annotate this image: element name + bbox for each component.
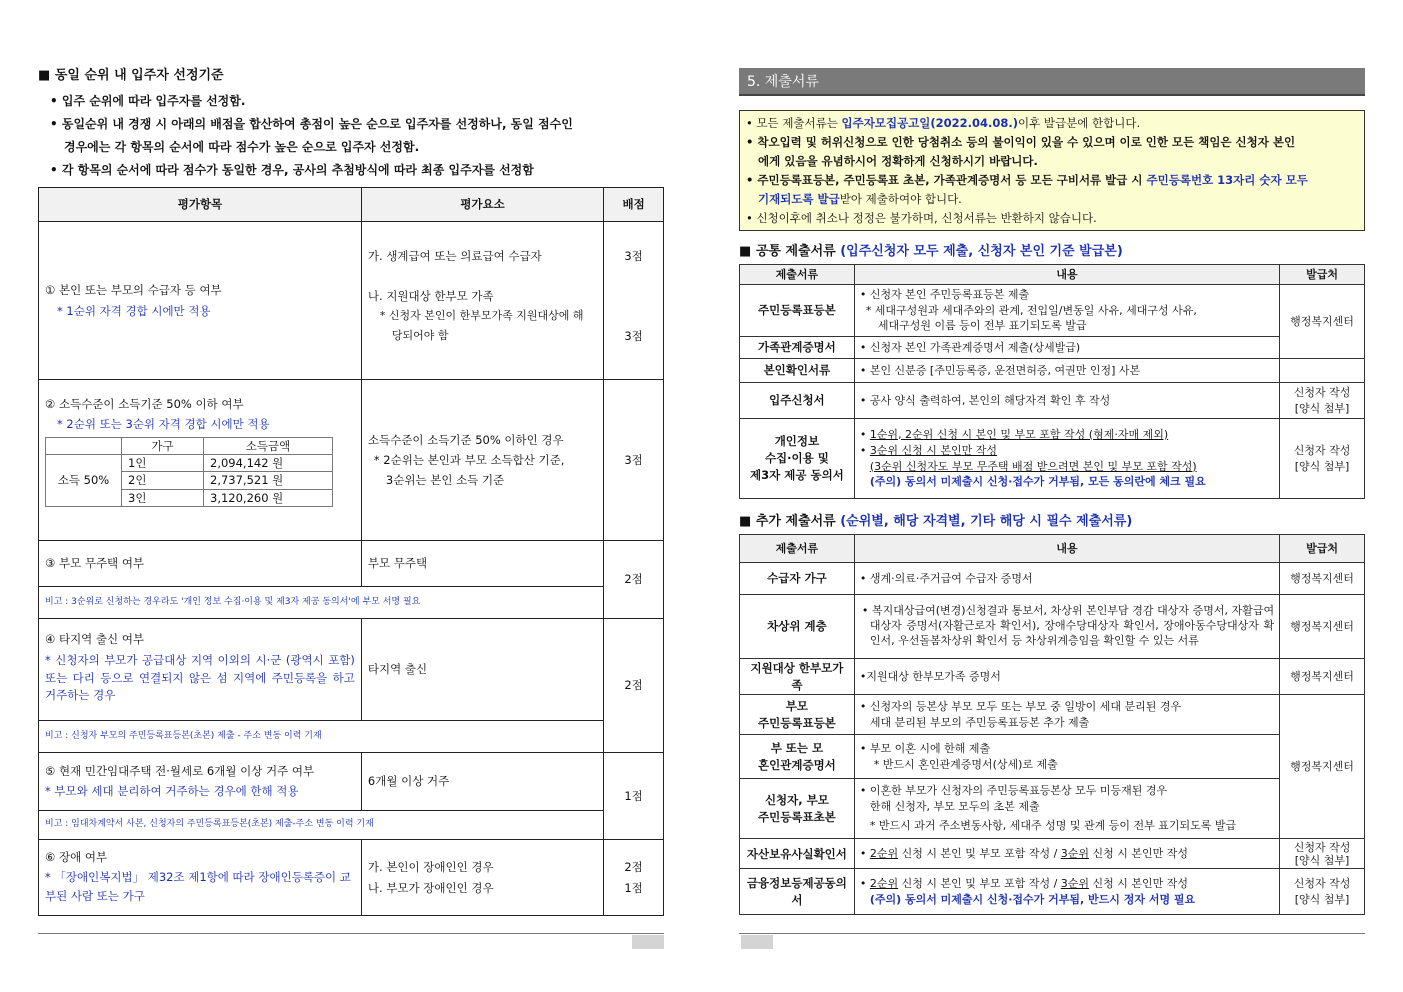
r6-score-a: 2점 — [624, 860, 643, 875]
extra-header-content: 내용 — [854, 535, 1279, 563]
e8-content — [854, 869, 1279, 915]
r1-note: * 1순위 자격 경합 시에만 적용 — [57, 303, 211, 318]
bullet-2-cont — [50, 136, 650, 159]
resident-b1-text: 신청자 본인 주민등록표등본 제출 — [869, 287, 1030, 301]
r2-elem-note2: 3순위는 본인 소득 기준 — [385, 473, 505, 488]
extra-header-issuer: 발급처 — [1280, 535, 1365, 563]
e1-b1: 생계·의료·주거급여 수급자 증명서 — [869, 571, 1033, 585]
table-row — [740, 695, 1365, 735]
notice-3: • 주민등록표등본, 주민등록표 초본, 가족관계증명서 등 모든 구비서류 발급 시 주민등록번호 13자리 숫자 모두 — [746, 173, 1308, 187]
income-row-2-amount: 2,737,521 원 — [204, 472, 333, 489]
r2-score: 3점 — [604, 380, 664, 541]
consent-b4: (주의) 동의서 미제출시 신청·접수가 거부됨, 모든 동의란에 체크 필요 — [869, 475, 1206, 489]
r1-elem-cell — [361, 222, 603, 380]
common-heading: ■ 공통 제출서류 (입주신청자 모두 제출, 신청자 본인 기준 발급본) — [739, 244, 1123, 259]
notice-3b-em: 기재되도록 발급 — [758, 192, 840, 206]
resident-issuer: 행정복지센터 — [1280, 285, 1365, 359]
consent-b2-text: 3순위 신청 시 본인만 작성 — [869, 443, 998, 457]
income-row-1-household: 1인 — [122, 455, 204, 472]
e6-b3: * 반드시 과거 주소변동사항, 세대주 성명 및 관계 등이 전부 표기되도록 발급 — [869, 819, 1237, 833]
e3-issuer: 행정복지센터 — [1280, 659, 1365, 695]
table-row — [39, 380, 664, 541]
common-header-doc: 제출서류 — [740, 265, 855, 285]
r4-note: * 신청자의 부모가 공급대상 지역 이외의 시·군 (광역시 포함) 또는 다리 등으로 연결되지 않은 섬 지역에 주민등록을 하고 거주하는 경우 — [45, 653, 355, 702]
table-header-row — [740, 535, 1365, 563]
r1-elem-b: 나. 지원대상 한부모 가족 — [367, 289, 494, 304]
e6-name — [740, 779, 855, 839]
family-content: • 신청자 본인 가족관계증명서 제출(상세발급) — [854, 337, 1279, 359]
id-b1: 본인 신분증 [주민등록증, 운전면허증, 여권만 인정] 사본 — [869, 363, 1141, 377]
r2-item: ② 소득수준이 소득기준 50% 이하 여부 — [45, 397, 244, 411]
notice-2: • 착오입력 및 허위신청으로 인한 당첨취소 등의 불이익이 있을 수 있으며 이로 인한 모든 책임은 신청자 본인 — [746, 135, 1296, 149]
r1-elem-a: 가. 생계급여 또는 의료급여 수급자 — [367, 249, 542, 263]
e8-b2: (주의) 동의서 미제출시 신청·접수가 거부됨, 반드시 정자 서명 필요 — [869, 892, 1196, 906]
e4-b1: • 신청자의 등본상 부모 모두 또는 부모 중 일방이 세대 분리된 경우 — [859, 699, 1182, 713]
r6-elem-b: 나. 부모가 장애인인 경우 — [367, 880, 494, 895]
table-row — [740, 735, 1365, 779]
id-issuer — [1280, 359, 1365, 383]
e6-b2: 한해 신청자, 부모 모두의 초본 제출 — [869, 800, 1040, 814]
e4-b2: 세대 분리된 부모의 주민등록표등본 추가 제출 — [869, 715, 1090, 729]
r6-score-cell — [604, 840, 664, 916]
e5-b1-text: 부모 이혼 시에 한해 제출 — [869, 741, 991, 755]
e7-b1-b: 신청 시 본인 및 부모 포함 작성 / — [898, 846, 1061, 860]
common-header-issuer: 발급처 — [1280, 265, 1365, 285]
left-page-tab — [632, 935, 664, 949]
r4-item-cell — [39, 619, 362, 721]
r5-note: * 부모와 세대 분리하여 거주하는 경우에 한해 적용 — [45, 784, 299, 799]
e7-b1-a: 2순위 — [869, 846, 899, 860]
common-heading-em: (입주신청자 모두 제출, 신청자 본인 기준 발급본) — [840, 244, 1123, 259]
income-corner — [46, 438, 122, 455]
table-row — [39, 222, 664, 380]
table-row — [740, 563, 1365, 595]
table-row — [39, 811, 664, 840]
r3-score: 2점 — [604, 541, 664, 619]
app-content: • 공사 양식 출력하여, 본인의 해당자격 확인 후 작성 — [854, 383, 1279, 419]
family-name: 가족관계증명서 — [740, 337, 855, 359]
section-title-bar — [739, 68, 1365, 96]
r1-score-cell — [604, 222, 664, 380]
e4-name1: 부모 — [785, 699, 809, 714]
resident-b2: * 세대구성원과 세대주와의 관계, 전입일/변동일 사유, 세대구성 사유, — [865, 303, 1197, 317]
e7-issuer1: 신청자 작성 — [1293, 840, 1351, 854]
consent-b1: • 1순위, 2순위 신청 시 본인 및 부모 포함 작성 (형제·자매 제외) — [859, 427, 1169, 441]
r3-item: ③ 부모 무주택 여부 — [39, 541, 362, 587]
r4-elem: 타지역 출신 — [361, 619, 603, 721]
r2-elem-note1: * 2순위는 본인과 부모 소득합산 기준, — [373, 452, 565, 467]
header-item: 평가항목 — [39, 188, 362, 222]
e2-issuer: 행정복지센터 — [1280, 595, 1365, 659]
e5-name — [740, 735, 855, 779]
consent-name1: 개인정보 — [774, 434, 820, 449]
table-header-row — [740, 265, 1365, 285]
e1-content: • 생계·의료·주거급여 수급자 증명서 — [854, 563, 1279, 595]
consent-content — [854, 419, 1279, 499]
e8-b1-b: 신청 시 본인 및 부모 포함 작성 / — [898, 876, 1061, 890]
resident-b3: 세대구성원 이름 등이 전부 표기되도록 발급 — [877, 319, 1087, 333]
table-row — [39, 753, 664, 811]
e1-name: 수급자 가구 — [740, 563, 855, 595]
r1-item-cell — [39, 222, 362, 380]
consent-issuer2: [양식 첨부] — [1294, 459, 1350, 473]
bullet-3: • 각 항목의 순서에 따라 점수가 동일한 경우, 공사의 추첨방식에 따라 최종 입주자를 선정함 — [50, 163, 534, 177]
extra-heading: ■ 추가 제출서류 (순위별, 해당 자격별, 기타 해당 시 필수 제출서류) — [739, 514, 1133, 529]
r6-elem-a: 가. 본인이 장애인인 경우 — [367, 860, 494, 875]
consent-b3: (3순위 신청자도 부모 무주택 배점 받으려면 본인 및 부모 포함 작성) — [869, 459, 1197, 473]
e2-content — [854, 595, 1279, 659]
e7-b1-c: 3순위 — [1060, 846, 1090, 860]
r6-note: * 「장애인복지법」 제32조 제1항에 따라 장애인등록증이 교부된 사람 또는 가구 — [45, 870, 351, 903]
bullet-1-text: 입주 순위에 따라 입주자를 선정함. — [61, 94, 246, 108]
r2-elem: 소득수준이 소득기준 50% 이하인 경우 — [367, 432, 564, 447]
income-row-1-amount: 2,094,142 원 — [204, 455, 333, 472]
e5-b1: • 부모 이혼 시에 한해 제출 — [859, 741, 991, 755]
e5-b2: * 반드시 혼인관계증명서(상세)로 제출 — [873, 757, 1058, 771]
notice-4-text: 신청이후에 취소나 정정은 불가하며, 신청서류는 반환하지 않습니다. — [756, 211, 1097, 225]
table-row — [39, 721, 664, 753]
e1-issuer: 행정복지센터 — [1280, 563, 1365, 595]
consent-b2: • 3순위 신청 시 본인만 작성 — [859, 443, 998, 457]
selection-criteria-table — [38, 187, 664, 916]
e2-b1-text: 복지대상급여(변경)신청결과 통보서, 차상위 본인부담 경감 대상자 증명서, 자활급여대상자 증명서(자활근로자 확인서), 장애수당대상자 확인서, 장애아동수당대상자 확인서, 우선돌봄차상위 확인서 등 차상위계층임을 확인할 수 있는 서류 — [869, 604, 1275, 647]
r5-score: 1점 — [604, 753, 664, 840]
table-row — [740, 285, 1365, 337]
table-row — [740, 419, 1365, 499]
income-label: 소득 50% — [46, 455, 122, 506]
table-row — [740, 869, 1365, 915]
income-header-household: 가구 — [122, 438, 204, 455]
e3-content: •지원대상 한부모가족 증명서 — [854, 659, 1279, 695]
id-name: 본인확인서류 — [740, 359, 855, 383]
r2-elem-cell — [361, 380, 603, 541]
bullet-3-text: 각 항목의 순서에 따라 점수가 동일한 경우, 공사의 추첨방식에 따라 최종 입주자를 선정함 — [61, 163, 534, 177]
e3-name: 지원대상 한부모가족 — [740, 659, 855, 695]
notice-3a-pre: 주민등록표등본, 주민등록표 초본, 가족관계증명서 등 모든 구비서류 발급 시 — [757, 173, 1147, 187]
r5-remark: 비고 : 임대차계약서 사본, 신청자의 주민등록표등본(초본) 제출-주소 변동 이력 기재 — [39, 811, 604, 840]
r3-remark: 비고 : 3순위로 신청하는 경우라도 '개인 정보 수집·이용 및 제3자 제공 동의서'에 부모 서명 필요 — [39, 587, 604, 619]
consent-issuer — [1280, 419, 1365, 499]
e4-name — [740, 695, 855, 735]
e7-issuer — [1280, 839, 1365, 869]
extra-heading-pre: 추가 제출서류 — [755, 514, 841, 529]
table-row — [740, 595, 1365, 659]
notice-1-post: 이후 발급분에 한합니다. — [1018, 116, 1141, 130]
resident-b1: • 신청자 본인 주민등록표등본 제출 — [859, 287, 1030, 301]
r4-remark: 비고 : 신청자 부모의 주민등록표등본(초본) 제출 - 주소 변동 이력 기재 — [39, 721, 604, 753]
table-row — [740, 337, 1365, 359]
table-row — [740, 779, 1365, 839]
header-score: 배점 — [604, 188, 664, 222]
table-row — [39, 619, 664, 721]
e4-e6-issuer: 행정복지센터 — [1280, 695, 1365, 839]
app-issuer — [1280, 383, 1365, 419]
r2-item-cell — [39, 380, 362, 541]
extra-docs-table — [739, 534, 1365, 915]
app-issuer2: [양식 첨부] — [1294, 401, 1350, 415]
e7-issuer2: [양식 첨부] — [1294, 853, 1350, 867]
left-heading-text: 동일 순위 내 입주자 선정기준 — [54, 68, 224, 83]
header-element: 평가요소 — [361, 188, 603, 222]
notice-3a-em: 주민등록번호 13자리 숫자 모두 — [1146, 173, 1308, 187]
e6-name1: 신청자, 부모 — [764, 793, 829, 808]
income-row-3-amount: 3,120,260 원 — [204, 489, 333, 506]
notice-1-pre: 모든 제출서류는 — [756, 116, 842, 130]
notice-box — [739, 110, 1365, 231]
e6-b1: • 이혼한 부모가 신청자의 주민등록표등본상 모두 미등재된 경우 — [859, 784, 1168, 798]
app-b1: 공사 양식 출력하여, 본인의 해당자격 확인 후 작성 — [869, 393, 1111, 407]
r4-item: ④ 타지역 출신 여부 — [45, 632, 145, 646]
r5-item-cell — [39, 753, 362, 811]
r4-score: 2점 — [604, 619, 664, 753]
r6-item: ⑥ 장애 여부 — [45, 850, 108, 864]
e5-name1: 부 또는 모 — [770, 741, 824, 756]
income-row-2-household: 2인 — [122, 472, 204, 489]
e8-name: 금융정보등제공동의서 — [740, 869, 855, 915]
r2-note: * 2순위 또는 3순위 자격 경합 시에만 적용 — [57, 417, 270, 432]
table-row — [39, 587, 664, 619]
e8-b1-c: 3순위 — [1060, 876, 1090, 890]
r1-item: ① 본인 또는 부모의 수급자 등 여부 — [45, 283, 222, 298]
app-name: 입주신청서 — [740, 383, 855, 419]
notice-2b: 에게 있음을 유념하시어 정확하게 신청하시기 바랍니다. — [758, 154, 1038, 168]
r1-elem-b-note2: 당되어야 함 — [391, 328, 449, 342]
notice-1-em: 입주자모집공고일(2022.04.08.) — [841, 116, 1019, 130]
e8-issuer1: 신청자 작성 — [1293, 876, 1351, 890]
extra-header-doc: 제출서류 — [740, 535, 855, 563]
notice-3-cont — [746, 190, 1358, 209]
consent-b1-text: 1순위, 2순위 신청 시 본인 및 부모 포함 작성 (형제·자매 제외) — [869, 427, 1169, 441]
e2-b1: • 복지대상급여(변경)신청결과 통보서, 차상위 본인부담 경감 대상자 증명서, 자활급여대상자 증명서(자활근로자 확인서), 장애수당대상자 확인서, 장애아동수당대상자 확인서, 우선돌봄차상위 확인서 등 차상위계층임을 확인할 수 있는 서류 — [861, 604, 1275, 647]
income-header-amount: 소득금액 — [204, 438, 333, 455]
r5-elem: 6개월 이상 거주 — [361, 753, 603, 811]
e6-content — [854, 779, 1279, 839]
e4-b1-text: 신청자의 등본상 부모 모두 또는 부모 중 일방이 세대 분리된 경우 — [869, 699, 1182, 713]
table-row — [39, 840, 664, 916]
notice-4: • 신청이후에 취소나 정정은 불가하며, 신청서류는 반환하지 않습니다. — [746, 211, 1097, 225]
r6-item-cell — [39, 840, 362, 916]
e8-b1: • 2순위 신청 시 본인 및 부모 포함 작성 / 3순위 신청 시 본인만 작성 — [859, 876, 1189, 890]
r6-score-b: 1점 — [624, 880, 643, 895]
notice-1: • 모든 제출서류는 입주자모집공고일(2022.04.08.)이후 발급분에 한합니다. — [746, 116, 1141, 130]
r1-score-b: 3점 — [624, 329, 643, 344]
table-row — [740, 839, 1365, 869]
bullet-1: • 입주 순위에 따라 입주자를 선정함. — [50, 94, 246, 108]
table-row — [39, 541, 664, 587]
table-row — [740, 659, 1365, 695]
r6-elem-cell — [361, 840, 603, 916]
consent-name — [740, 419, 855, 499]
r1-score-a: 3점 — [624, 249, 643, 263]
common-docs-table — [739, 264, 1365, 499]
left-footer-line — [38, 933, 664, 934]
family-b1: 신청자 본인 가족관계증명서 제출(상세발급) — [869, 340, 1081, 354]
e7-b1-d: 신청 시 본인만 작성 — [1089, 846, 1189, 860]
resident-content — [854, 285, 1279, 337]
e8-issuer — [1280, 869, 1365, 915]
r3-elem: 부모 무주택 — [361, 541, 603, 587]
r5-item: ⑤ 현재 민간임대주택 전·월세로 6개월 이상 거주 여부 — [45, 764, 315, 778]
e8-issuer2: [양식 첨부] — [1294, 892, 1350, 906]
left-bullets — [50, 90, 650, 182]
e6-b1-text: 이혼한 부모가 신청자의 주민등록표등본상 모두 미등재된 경우 — [869, 784, 1168, 798]
right-page-tab — [741, 935, 773, 949]
e7-content: • 2순위 신청 시 본인 및 부모 포함 작성 / 3순위 신청 시 본인만 작성 — [854, 839, 1279, 869]
e4-name2: 주민등록표등본 — [758, 715, 836, 730]
common-heading-pre: 공통 제출서류 — [755, 244, 841, 259]
table-row — [740, 383, 1365, 419]
resident-name: 주민등록표등본 — [740, 285, 855, 337]
consent-issuer1: 신청자 작성 — [1293, 443, 1351, 457]
extra-heading-em: (순위별, 해당 자격별, 기타 해당 시 필수 제출서류) — [840, 514, 1133, 529]
e8-b1-d: 신청 시 본인만 작성 — [1089, 876, 1189, 890]
r1-elem-b-note1: * 신청자 본인이 한부모가족 지원대상에 해 — [379, 309, 584, 323]
notice-3b-post: 받아 제출하여야 합니다. — [839, 192, 962, 206]
income-row-3-household: 3인 — [122, 489, 204, 506]
table-header-row — [39, 188, 664, 222]
consent-name3: 제3자 제공 동의서 — [750, 467, 844, 482]
e7-name: 자산보유사실확인서 — [740, 839, 855, 869]
bullet-2: • 동일순위 내 경쟁 시 아래의 배점을 합산하여 총점이 높은 순으로 입주자를 선정하나, 동일 점수인 — [50, 117, 573, 131]
e3-b1: 지원대상 한부모가족 증명서 — [866, 669, 1001, 683]
consent-name2: 수집·이용 및 — [764, 451, 829, 466]
e2-name: 차상위 계층 — [740, 595, 855, 659]
e4-content — [854, 695, 1279, 735]
left-heading: ■ 동일 순위 내 입주자 선정기준 — [38, 68, 224, 83]
section-title: 5. 제출서류 — [747, 74, 819, 90]
right-footer-line — [739, 933, 1365, 934]
table-row — [740, 359, 1365, 383]
bullet-2-cont-text: 경우에는 각 항목의 순서에 따라 점수가 높은 순으로 입주자 선정함. — [64, 140, 420, 154]
bullet-2-text: 동일순위 내 경쟁 시 아래의 배점을 합산하여 총점이 높은 순으로 입주자를 선정하나, 동일 점수인 — [61, 117, 573, 131]
e8-b1-a: 2순위 — [869, 876, 899, 890]
id-content: • 본인 신분증 [주민등록증, 운전면허증, 여권만 인정] 사본 — [854, 359, 1279, 383]
common-header-content: 내용 — [854, 265, 1279, 285]
e6-name2: 주민등록표초본 — [758, 809, 836, 824]
e5-content — [854, 735, 1279, 779]
notice-2a: 착오입력 및 허위신청으로 인한 당첨취소 등의 불이익이 있을 수 있으며 이로 인한 모든 책임은 신청자 본인 — [757, 135, 1296, 149]
income-table — [45, 437, 333, 506]
app-issuer1: 신청자 작성 — [1293, 385, 1351, 399]
e5-name2: 혼인관계증명서 — [758, 757, 836, 772]
